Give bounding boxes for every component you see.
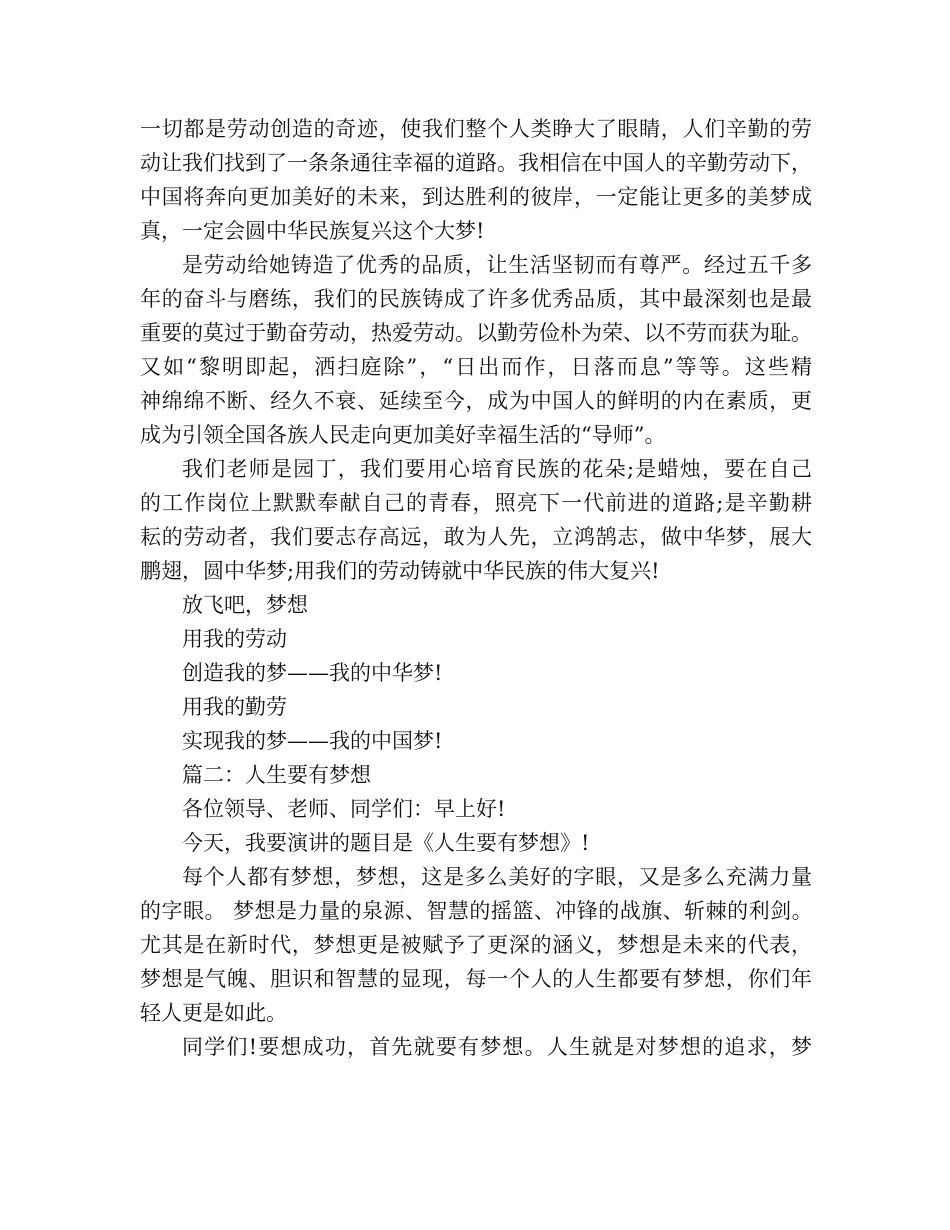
text-line: 耘的劳动者，我们要志存高远，敢为人先，立鸿鹄志，做中华梦，展大 [140,525,812,549]
poem-line: 放飞吧，梦想 [182,593,308,617]
text-line: 重要的莫过于勤奋劳动，热爱劳动。以勤劳俭朴为荣、以不劳而获为耻。 [140,321,812,345]
paragraph-first-line: 每个人都有梦想，梦想，这是多么美好的字眼，又是多么充满力量 [182,865,812,889]
text-line: 年的奋斗与磨练，我们的民族铸成了许多优秀品质，其中最深刻也是最 [140,287,812,311]
section-heading: 篇二：人生要有梦想 [182,763,371,787]
text-line: 神绵绵不断、经久不衰、延续至今，成为中国人的鲜明的内在素质，更 [140,389,812,413]
text-line: 尤其是在新时代，梦想更是被赋予了更深的涵义，梦想是未来的代表， [140,933,812,957]
poem-line: 用我的勤劳 [182,695,287,719]
text-line: 真，一定会圆中华民族复兴这个大梦! [140,219,485,243]
document-body [140,112,812,1064]
text-line: 中国将奔向更加美好的未来，到达胜利的彼岸，一定能让更多的美梦成 [140,185,812,209]
text-line: 轻人更是如此。 [140,1001,287,1025]
text-line: 一切都是劳动创造的奇迹，使我们整个人类睁大了眼睛，人们辛勤的劳 [140,117,812,141]
text-line: 的工作岗位上默默奉献自己的青春，照亮下一代前进的道路;是辛勤耕 [140,491,812,515]
text-line: 的字眼。 梦想是力量的泉源、智慧的摇篮、冲锋的战旗、斩棘的利剑。 [140,899,812,923]
poem-line: 实现我的梦——我的中国梦! [182,729,443,753]
paragraph-first-line: 我们老师是园丁，我们要用心培育民族的花朵;是蜡烛，要在自己 [182,457,812,481]
paragraph-first-line: 是劳动给她铸造了优秀的品质，让生活坚韧而有尊严。经过五千多 [182,253,812,277]
poem-line: 创造我的梦——我的中华梦! [182,661,443,685]
text-line: 梦想是气魄、胆识和智慧的显现，每一个人的人生都要有梦想，你们年 [140,967,812,991]
text-line: 动让我们找到了一条条通往幸福的道路。我相信在中国人的辛勤劳动下， [140,151,812,175]
text-line: 又如“黎明即起，洒扫庭除”，“日出而作，日落而息”等等。这些精 [140,355,812,379]
text-line: 鹏翅，圆中华梦;用我们的劳动铸就中华民族的伟大复兴! [140,559,660,583]
text-line: 成为引领全国各族人民走向更加美好幸福生活的“导师”。 [140,423,666,447]
speech-title-line: 今天，我要演讲的题目是《人生要有梦想》! [182,831,590,855]
greeting-line: 各位领导、老师、同学们：早上好! [182,797,506,821]
paragraph-first-line: 同学们!要想成功，首先就要有梦想。人生就是对梦想的追求，梦 [182,1035,812,1059]
poem-line: 用我的劳动 [182,627,287,651]
